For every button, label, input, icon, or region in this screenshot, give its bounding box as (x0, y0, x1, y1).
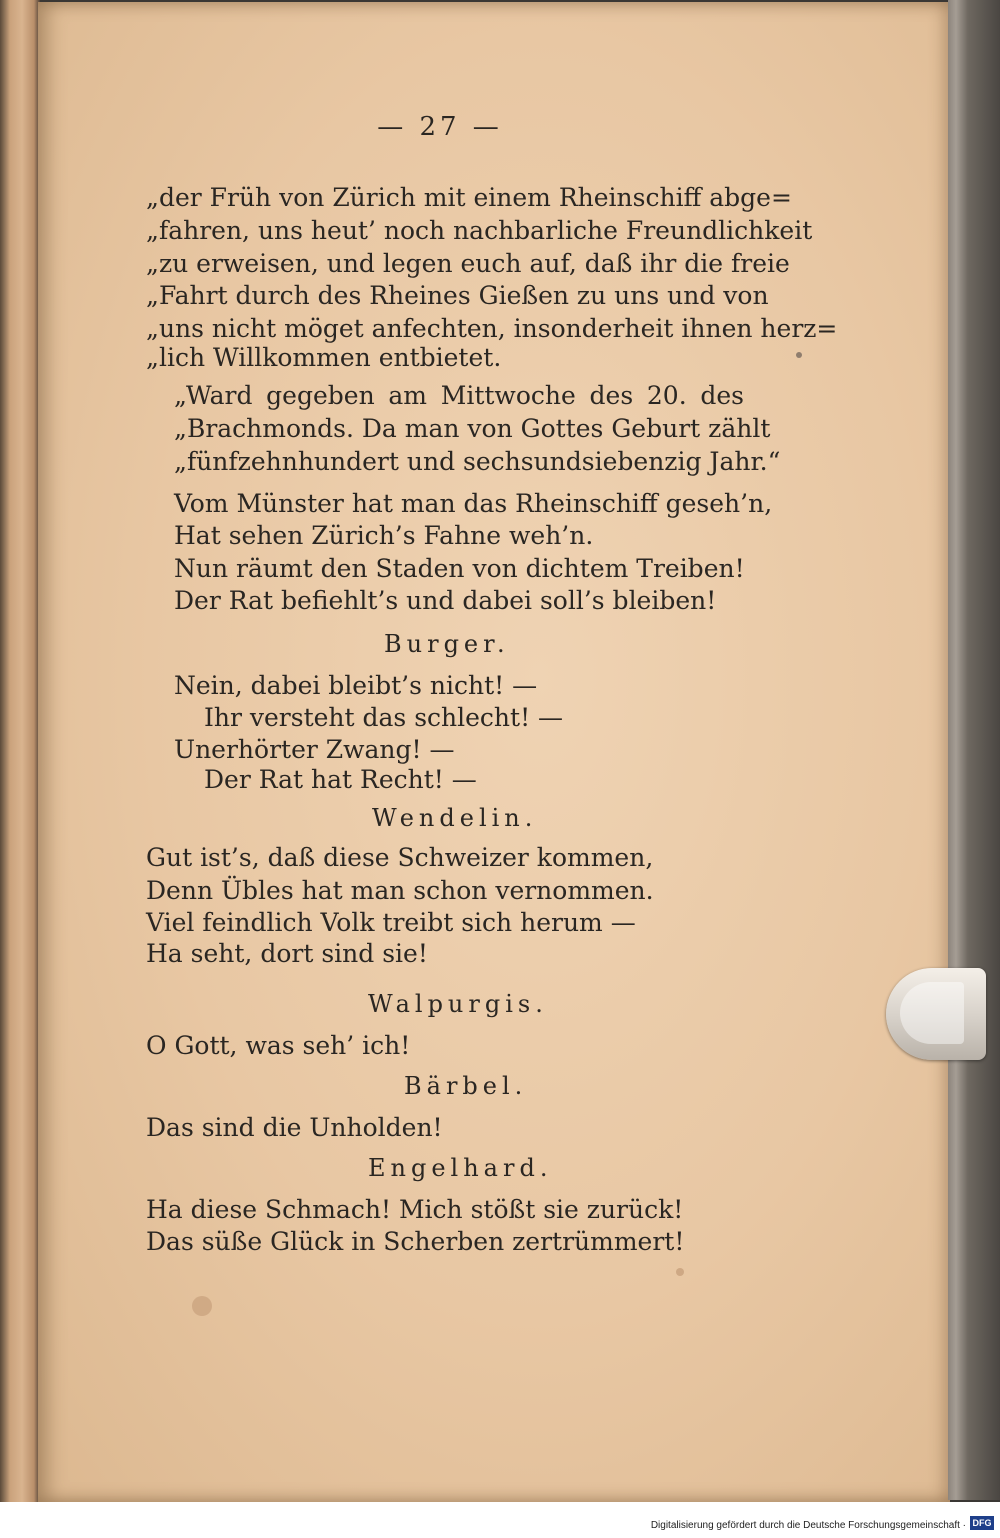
verse-line: Hat sehen Zürich’s Fahne weh’n. (174, 521, 594, 550)
verse-line: Vom Münster hat man das Rheinschiff geseh’n, (174, 489, 773, 518)
page-number: — 27 — (377, 112, 503, 142)
verse-line: Der Rat hat Recht! — (204, 765, 477, 794)
funding-credit: Digitalisierung gefördert durch die Deutsche Forschungsgemeinschaft · (650, 1520, 966, 1531)
text-line: „Fahrt durch des Rheines Gießen zu uns und von (146, 281, 769, 310)
speaker-name: Engelhard. (368, 1154, 553, 1182)
verse-line: Ha seht, dort sind sie! (146, 939, 428, 968)
verse-line: Der Rat befiehlt’s und dabei soll’s bleiben! (174, 586, 717, 615)
text-line: „Ward gegeben am Mittwoche des 20. des (174, 381, 744, 410)
speaker-name: Wendelin. (372, 804, 538, 832)
verse-line: Das sind die Unholden! (146, 1113, 443, 1142)
verse-line: Das süße Glück in Scherben zertrümmert! (146, 1227, 685, 1256)
dfg-logo: DFG (970, 1516, 994, 1530)
verse-line: Denn Übles hat man schon vernommen. (146, 876, 654, 905)
text-line: „zu erweisen, und legen euch auf, daß ihr die freie (146, 249, 790, 278)
text-line: „Brachmonds. Da man von Gottes Geburt zählt (174, 414, 771, 443)
verse-line: Viel feindlich Volk treibt sich herum — (146, 908, 636, 937)
speaker-name: Bärbel. (404, 1072, 528, 1100)
verse-line: Ha diese Schmach! Mich stößt sie zurück! (146, 1195, 684, 1224)
verse-line: Ihr versteht das schlecht! — (204, 703, 564, 732)
text-line: „lich Willkommen entbietet. (146, 343, 502, 372)
verse-line: Unerhörter Zwang! — (174, 735, 455, 764)
verse-line: Gut ist’s, daß diese Schweizer kommen, (146, 843, 654, 872)
verse-line: Nun räumt den Staden von dichtem Treiben! (174, 554, 745, 583)
text-line: „fünfzehnhundert und sechsundsiebenzig Jahr.“ (174, 447, 781, 476)
speaker-name: Burger. (384, 630, 510, 658)
text-line: „der Früh von Zürich mit einem Rheinschiff abge= (146, 183, 792, 212)
text-line: „fahren, uns heut’ noch nachbarliche Freundlichkeit (146, 216, 813, 245)
text-line: „uns nicht möget anfechten, insonderheit ihnen herz= (146, 314, 838, 343)
verse-line: O Gott, was seh’ ich! (146, 1031, 411, 1060)
verse-line: Nein, dabei bleibt’s nicht! — (174, 671, 538, 700)
speaker-name: Walpurgis. (368, 990, 548, 1018)
